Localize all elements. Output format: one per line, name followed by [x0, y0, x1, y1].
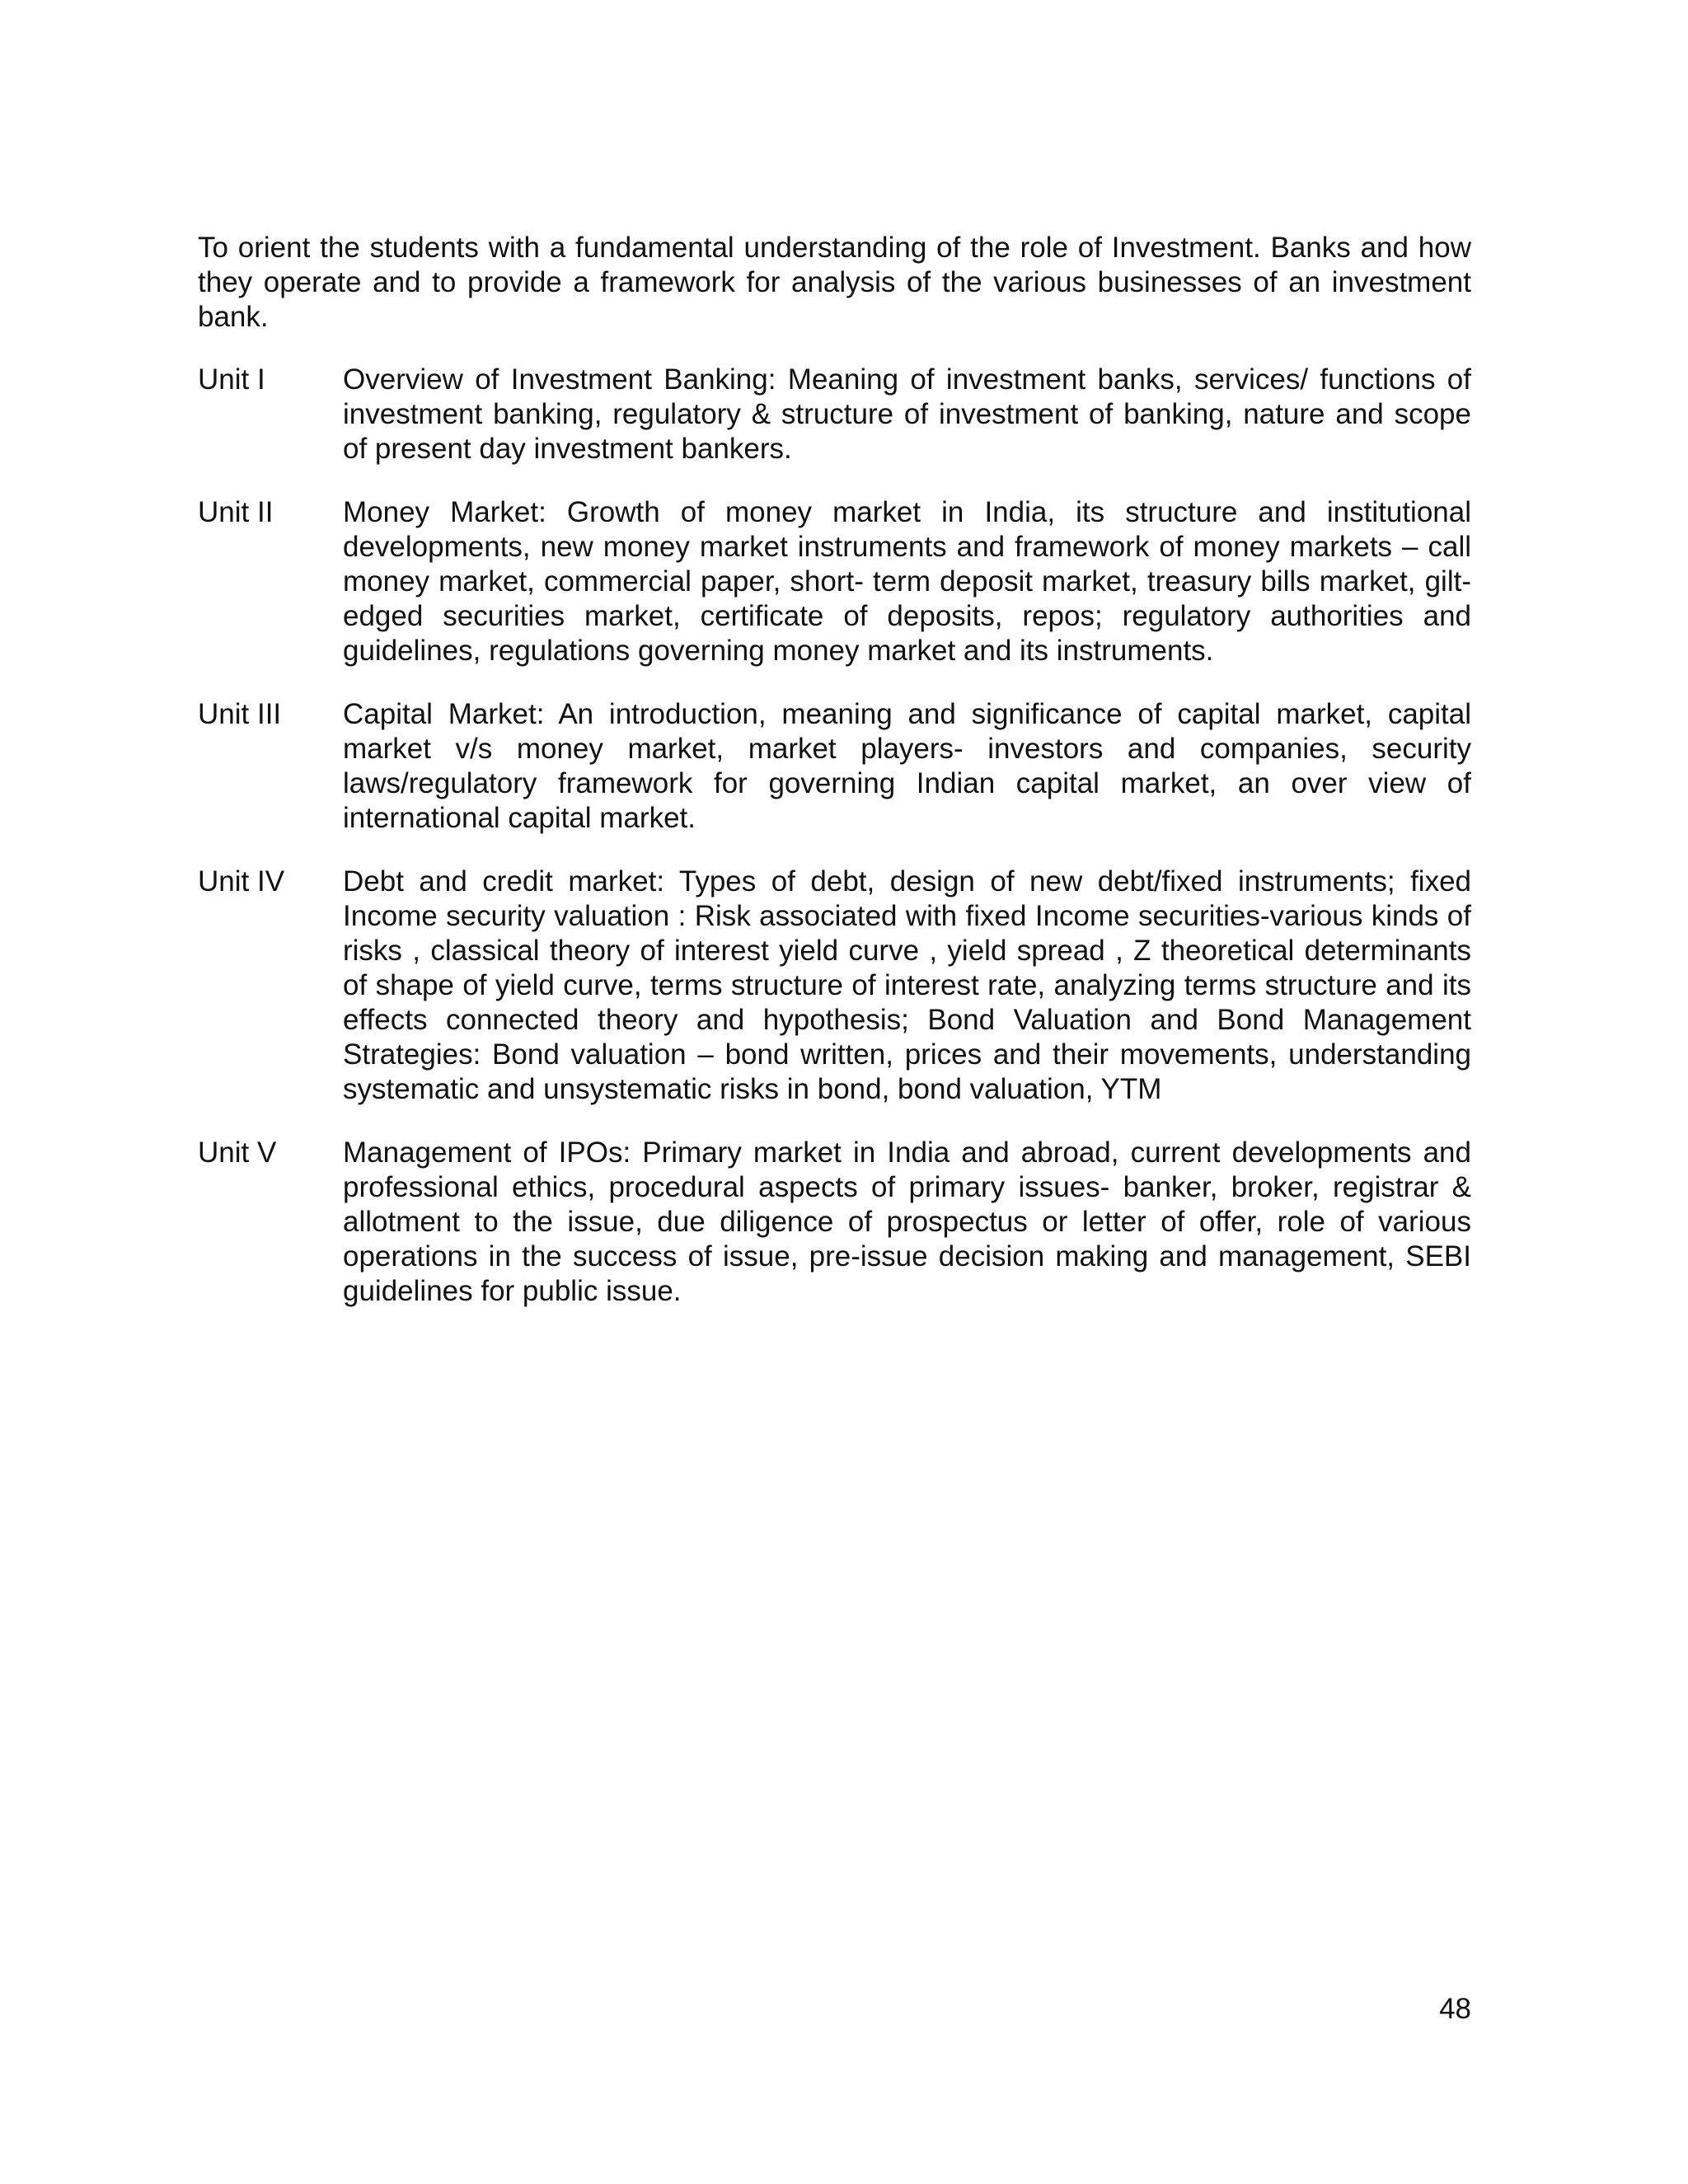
- unit-label: Unit IV: [198, 865, 285, 898]
- unit-description: Overview of Investment Banking: Meaning of investment banks, services/ functions of investment banking, regulatory & structure of investment of banking, nature and scope of present day investment bankers.: [343, 363, 1471, 465]
- unit-label: Unit I: [198, 363, 265, 396]
- unit-item-4: [198, 865, 1471, 1107]
- unit-item-3: [198, 697, 1471, 836]
- unit-description: Money Market: Growth of money market in India, its structure and institutional developments, new money market instruments and framework of money markets – call money market, commercial paper, short- term deposit market, treasury bills market, gilt-edged securities market, certificate of deposits, repos; regulatory authorities and guidelines, regulations governing money market and its instruments.: [343, 496, 1471, 667]
- unit-item-1: [198, 363, 1471, 466]
- unit-description: Debt and credit market: Types of debt, design of new debt/fixed instruments; fixed Income security valuation : Risk associated with fixed Income securities-various kinds of risks , classical theory of interest yield curve , yield spread , Z theoretical determinants of shape of yield curve, terms structure of interest rate, analyzing terms structure and its effects connected theory and hypothesis; Bond Valuation and Bond Management Strategies: Bond valuation – bond written, prices and their movements, understanding systematic and unsystematic risks in bond, bond valuation, YTM: [343, 865, 1471, 1105]
- unit-description: Capital Market: An introduction, meaning and significance of capital market, capital market v/s money market, market players- investors and companies, security laws/regulatory framework for governing Indian capital market, an over view of international capital market.: [343, 698, 1471, 834]
- unit-description: Management of IPOs: Primary market in India and abroad, current developments and professional ethics, procedural aspects of primary issues- banker, broker, registrar & allotment to the issue, due diligence of prospectus or letter of offer, role of various operations in the success of issue, pre-issue decision making and management, SEBI guidelines for public issue.: [343, 1137, 1471, 1307]
- unit-label: Unit III: [198, 698, 282, 730]
- unit-label: Unit V: [198, 1137, 277, 1169]
- intro-paragraph: To orient the students with a fundamental understanding of the role of Investment. Banks and how they operate and to provide a framework for analysis of the various businesses of an investment bank.: [198, 232, 1471, 333]
- page-content: [198, 231, 1471, 1338]
- page-number: 48: [1439, 1993, 1471, 2025]
- unit-item-2: [198, 495, 1471, 668]
- unit-label: Unit II: [198, 496, 274, 528]
- unit-item-5: [198, 1136, 1471, 1309]
- unit-list: [198, 363, 1471, 1309]
